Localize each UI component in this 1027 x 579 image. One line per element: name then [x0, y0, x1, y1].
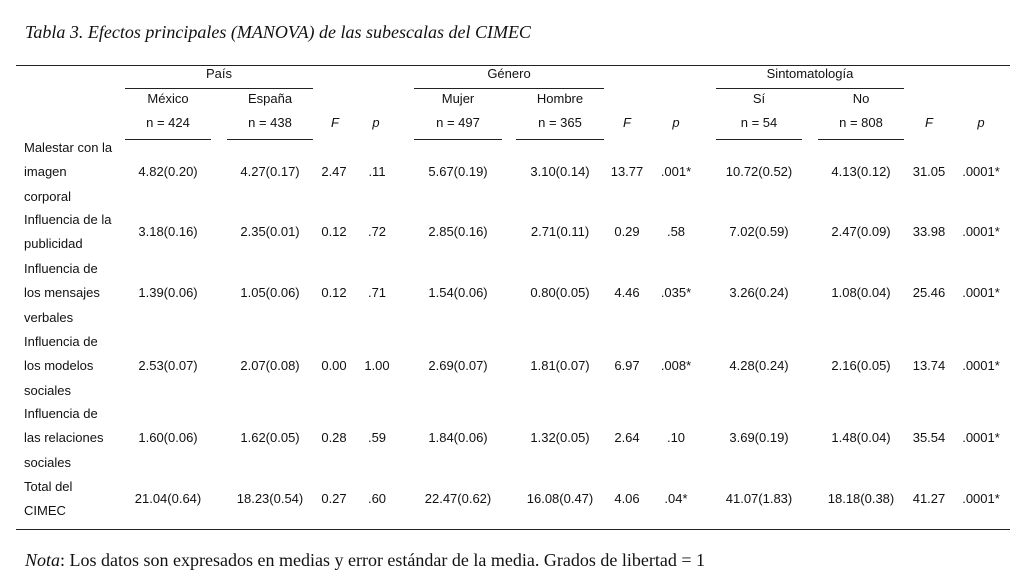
table-cell: .0001* — [962, 430, 1000, 446]
table-cell: 21.04(0.64) — [134, 491, 202, 507]
stat-header-p-sintomatologia: p — [977, 115, 985, 130]
table-cell: .04* — [664, 491, 688, 507]
table-cell: 2.47 — [321, 164, 347, 180]
stat-header-f-sintomatologia: F — [925, 115, 933, 130]
table-cell: 1.54(0.06) — [428, 285, 488, 301]
n-mujer: n = 497 — [436, 115, 480, 130]
table-cell: 4.13(0.12) — [831, 164, 891, 180]
table-cell: 2.85(0.16) — [428, 224, 488, 240]
table-cell: 3.10(0.14) — [530, 164, 590, 180]
table-bottom-rule — [16, 529, 1010, 530]
row-label-line: sociales — [24, 454, 71, 470]
subgroup-no: No — [852, 91, 870, 106]
row-label-line: verbales — [24, 309, 74, 325]
table-cell: .0001* — [962, 224, 1000, 240]
subgroup-underline-mujer — [414, 139, 502, 140]
table-cell: 0.80(0.05) — [530, 285, 590, 301]
table-cell: .71 — [367, 285, 387, 301]
table-cell: 1.81(0.07) — [530, 358, 590, 374]
table-cell: 18.23(0.54) — [236, 491, 304, 507]
table-cell: 4.82(0.20) — [138, 164, 198, 180]
table-cell: 3.69(0.19) — [729, 430, 789, 446]
table-cell: 1.60(0.06) — [138, 430, 198, 446]
row-label-line: las relaciones — [24, 430, 104, 446]
table-cell: .58 — [666, 224, 686, 240]
table-cell: 2.35(0.01) — [240, 224, 300, 240]
table-cell: 2.16(0.05) — [831, 358, 891, 374]
table-cell: 41.07(1.83) — [725, 491, 793, 507]
table-caption: Tabla 3. Efectos principales (MANOVA) de las subescalas del CIMEC — [25, 22, 531, 42]
row-label-line: Total del — [24, 479, 73, 494]
table-cell: .035* — [660, 285, 692, 301]
table-cell: 1.32(0.05) — [530, 430, 590, 446]
table-cell: .0001* — [962, 164, 1000, 180]
subgroup-mexico: México — [147, 91, 189, 106]
table-cell: 0.29 — [614, 224, 640, 240]
table-cell: 22.47(0.62) — [424, 491, 492, 507]
note-text: : Los datos son expresados en medias y error estándar de la media. Grados de libertad = 1 — [60, 550, 705, 570]
table-cell: 2.07(0.08) — [240, 358, 300, 374]
subgroup-underline-mexico — [125, 139, 211, 140]
subgroup-underline-si — [716, 139, 802, 140]
table-cell: 1.62(0.05) — [240, 430, 300, 446]
table-cell: 3.18(0.16) — [138, 224, 198, 240]
n-hombre: n = 365 — [538, 115, 582, 130]
table-cell: 2.64 — [614, 430, 640, 446]
n-espana: n = 438 — [248, 115, 292, 130]
row-label-line: los mensajes — [24, 285, 100, 301]
table-cell: .10 — [666, 430, 686, 446]
table-cell: .0001* — [962, 358, 1000, 374]
table-note — [25, 550, 705, 571]
table-cell: 5.67(0.19) — [428, 164, 488, 180]
table-cell: 1.08(0.04) — [831, 285, 891, 301]
table-cell: 31.05 — [912, 164, 946, 180]
row-label-line: los modelos — [24, 358, 94, 374]
table-cell: .60 — [367, 491, 387, 507]
stat-header-f-genero: F — [623, 115, 631, 130]
row-label-line: Influencia de — [24, 406, 98, 421]
table-cell: 0.27 — [321, 491, 347, 507]
group-header-sintomatologia: Sintomatología — [766, 66, 854, 81]
stat-header-p-genero: p — [672, 115, 680, 130]
table-cell: 4.28(0.24) — [729, 358, 789, 374]
table-cell: 1.39(0.06) — [138, 285, 198, 301]
table-cell: 1.00 — [364, 358, 390, 374]
table-cell: 18.18(0.38) — [827, 491, 895, 507]
table-cell: 16.08(0.47) — [526, 491, 594, 507]
group-underline-genero — [414, 88, 604, 89]
subgroup-mujer: Mujer — [441, 91, 475, 106]
table-cell: 4.06 — [614, 491, 640, 507]
table-cell: .11 — [368, 164, 386, 180]
row-label-line: Malestar con la — [24, 140, 113, 155]
table-cell: .59 — [367, 430, 387, 446]
n-si: n = 54 — [740, 115, 778, 130]
row-label-line: Influencia de — [24, 334, 98, 349]
subgroup-hombre: Hombre — [536, 91, 584, 106]
table-cell: 4.27(0.17) — [240, 164, 300, 180]
table-cell: .001* — [660, 164, 692, 180]
row-label-line: publicidad — [24, 236, 83, 252]
group-underline-pais — [125, 88, 313, 89]
table-cell: 7.02(0.59) — [729, 224, 789, 240]
subgroup-espana: España — [247, 91, 293, 106]
subgroup-underline-hombre — [516, 139, 604, 140]
row-label-line: Influencia de — [24, 261, 98, 276]
table-cell: .72 — [367, 224, 387, 240]
table-cell: 0.00 — [321, 358, 347, 374]
table-cell: 25.46 — [912, 285, 946, 301]
table-cell: 33.98 — [912, 224, 946, 240]
table-cell: 2.53(0.07) — [138, 358, 198, 374]
table-cell: 4.46 — [614, 285, 640, 301]
n-mexico: n = 424 — [146, 115, 190, 130]
table-cell: 35.54 — [912, 430, 946, 446]
table-cell: 10.72(0.52) — [725, 164, 793, 180]
table-cell: 0.12 — [321, 224, 347, 240]
stat-header-f-pais: F — [331, 115, 339, 130]
group-header-genero: Género — [487, 66, 531, 81]
table-cell: 2.71(0.11) — [530, 224, 590, 240]
row-label-line: sociales — [24, 382, 71, 398]
table-cell: 0.28 — [321, 430, 347, 446]
subgroup-underline-espana — [227, 139, 313, 140]
row-label-line: CIMEC — [24, 503, 66, 519]
stat-header-p-pais: p — [372, 115, 380, 130]
table-cell: 1.05(0.06) — [240, 285, 300, 301]
table-cell: 41.27 — [912, 491, 946, 507]
subgroup-underline-no — [818, 139, 904, 140]
table-cell: 1.84(0.06) — [428, 430, 488, 446]
table-cell: .008* — [660, 358, 692, 374]
subgroup-si: Sí — [752, 91, 766, 106]
table-cell: .0001* — [962, 285, 1000, 301]
table-cell: 0.12 — [321, 285, 347, 301]
table-cell: .0001* — [962, 491, 1000, 507]
table-cell: 1.48(0.04) — [831, 430, 891, 446]
table-cell: 13.74 — [912, 358, 946, 374]
n-no: n = 808 — [839, 115, 883, 130]
table-cell: 2.69(0.07) — [428, 358, 488, 374]
table-cell: 13.77 — [610, 164, 644, 180]
group-header-pais: País — [205, 66, 233, 81]
note-label: Nota — [25, 550, 61, 570]
group-underline-sintomatologia — [716, 88, 904, 89]
table-cell: 2.47(0.09) — [831, 224, 891, 240]
row-label-line: imagen — [24, 164, 67, 180]
table-cell: 6.97 — [614, 358, 640, 374]
table-cell: 3.26(0.24) — [729, 285, 789, 301]
row-label-line: Influencia de la — [24, 212, 112, 227]
row-label-line: corporal — [24, 188, 71, 204]
